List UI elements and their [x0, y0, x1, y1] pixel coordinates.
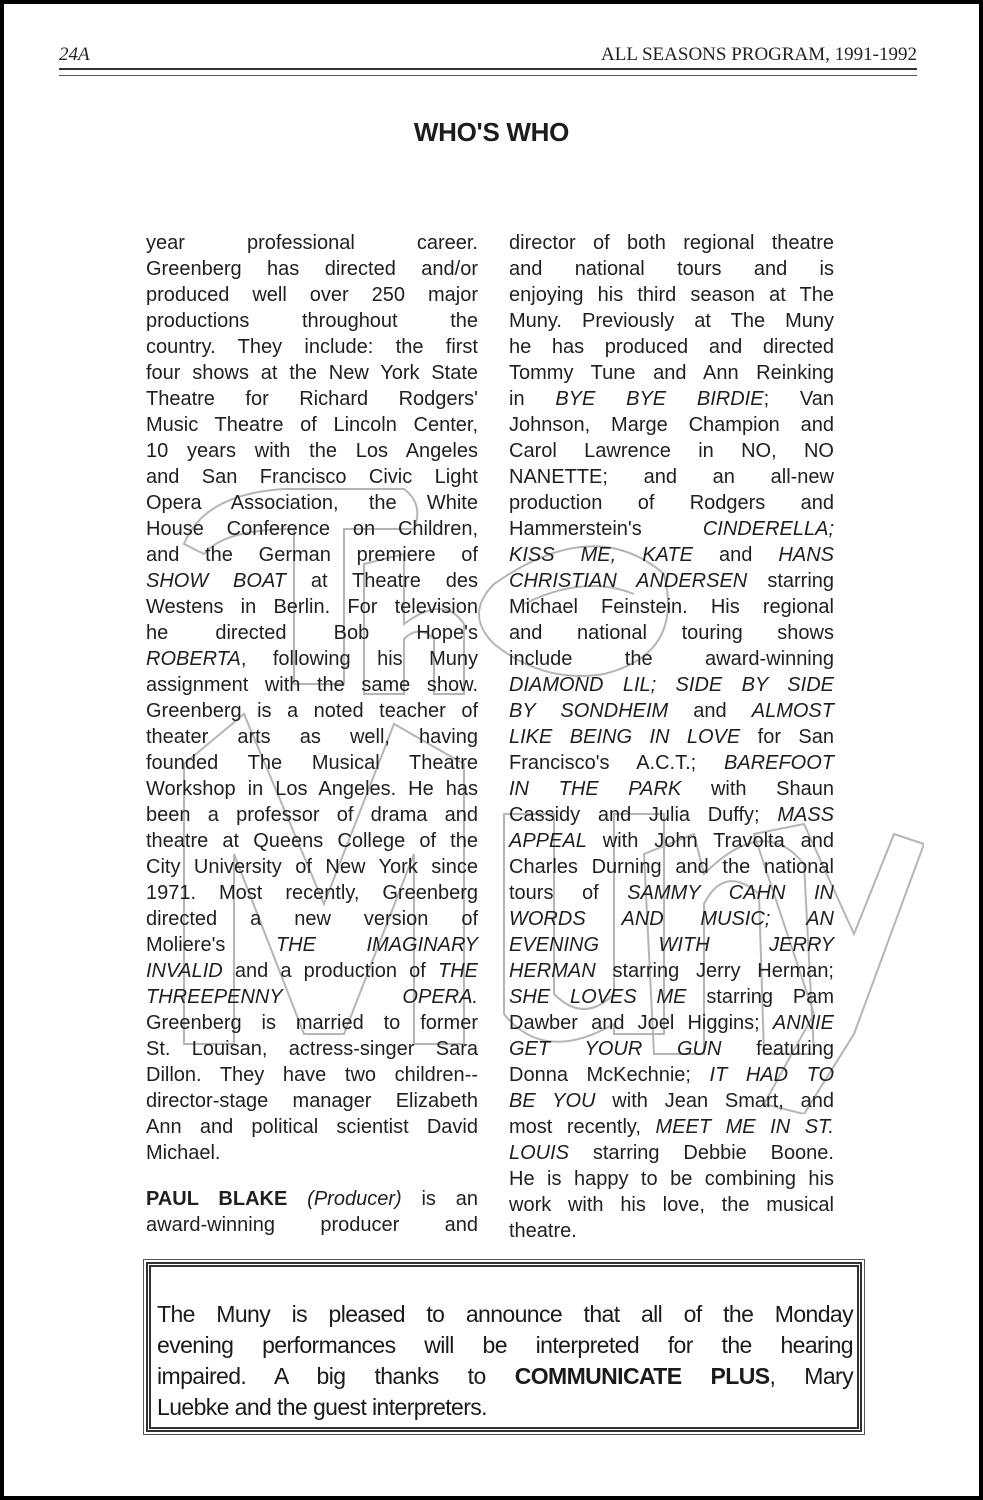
italic-title-text: BY SONDHEIM — [509, 700, 669, 722]
bold-name-text: COMMUNICATE PLUS — [514, 1363, 770, 1389]
body-text: Francisco's A.C.T.; — [509, 752, 724, 774]
body-text: theatre. — [509, 1220, 577, 1242]
body-text: theatre at Queens College of the — [146, 830, 478, 852]
body-text: Cassidy and Julia Duffy; — [509, 804, 778, 826]
text-line — [509, 256, 834, 282]
text-line — [509, 672, 834, 698]
body-text: Moliere's — [146, 934, 276, 956]
body-text: NANETTE; and an all-new — [509, 466, 834, 488]
body-text: Tommy Tune and Ann Reinking — [509, 362, 834, 384]
body-text: Music Theatre of Lincoln Center, — [146, 414, 478, 436]
text-line — [509, 1010, 834, 1036]
body-text: starring Jerry Herman; — [595, 960, 834, 982]
body-text: Greenberg has directed and/or — [146, 258, 478, 280]
italic-title-text: CINDERELLA; — [702, 518, 834, 540]
italic-title-text: THREEPENNY OPERA. — [146, 986, 478, 1008]
header-rule-top — [59, 68, 917, 70]
text-line — [146, 490, 478, 516]
text-line — [146, 542, 478, 568]
text-line — [509, 230, 834, 256]
text-line — [157, 1330, 853, 1361]
body-text: and the German premiere of — [146, 544, 478, 566]
text-line — [146, 932, 478, 958]
text-line — [146, 802, 478, 828]
body-text: most recently, — [509, 1116, 656, 1138]
body-text: produced well over 250 major — [146, 284, 478, 306]
body-text: work with his love, the musical — [509, 1194, 834, 1216]
italic-title-text: INVALID — [146, 960, 223, 982]
text-line — [146, 308, 478, 334]
body-text: director of both regional theatre — [509, 232, 834, 254]
body-text: tours of — [509, 882, 628, 904]
text-line — [509, 828, 834, 854]
text-line — [146, 646, 478, 672]
body-text: been a professor of drama and — [146, 804, 478, 826]
italic-title-text: SHE LOVES ME — [509, 986, 687, 1008]
body-text: Westens in Berlin. For television — [146, 596, 478, 618]
text-line — [509, 1036, 834, 1062]
text-line — [509, 984, 834, 1010]
text-line — [146, 1114, 478, 1140]
body-text: production of Rodgers and — [509, 492, 834, 514]
body-text: Greenberg is a noted teacher of — [146, 700, 478, 722]
italic-title-text: GET YOUR GUN — [509, 1038, 722, 1060]
body-text: House Conference on Children, — [146, 518, 478, 540]
italic-title-text: SHOW BOAT — [146, 570, 287, 592]
text-line — [146, 672, 478, 698]
text-line — [146, 828, 478, 854]
body-text: country. They include: the first — [146, 336, 478, 358]
body-text: with Jean Smart, and — [595, 1090, 834, 1112]
hearing-impaired-notice-box — [146, 1262, 862, 1432]
body-text: Dawber and Joel Higgins; — [509, 1012, 773, 1034]
text-line — [146, 230, 478, 256]
body-text: Donna McKechnie; — [509, 1064, 710, 1086]
text-line — [146, 438, 478, 464]
italic-title-text: APPEAL — [509, 830, 587, 852]
text-line — [146, 516, 478, 542]
italic-title-text: ANNIE — [772, 1012, 834, 1034]
italic-title-text: DIAMOND LIL; SIDE BY SIDE — [509, 674, 834, 696]
text-line — [157, 1392, 853, 1423]
text-line — [509, 1114, 834, 1140]
text-line — [146, 776, 478, 802]
body-text: is an — [401, 1188, 478, 1210]
body-text: and — [692, 544, 779, 566]
running-head — [59, 44, 917, 66]
text-line — [509, 516, 834, 542]
text-line — [509, 568, 834, 594]
body-text: with Shaun — [681, 778, 835, 800]
italic-title-text: (Producer) — [287, 1188, 402, 1210]
body-text: 10 years with the Los Angeles — [146, 440, 478, 462]
text-line — [509, 360, 834, 386]
text-line — [509, 620, 834, 646]
text-line — [146, 256, 478, 282]
italic-title-text: ALMOST — [751, 700, 834, 722]
text-line — [157, 1299, 853, 1330]
text-line — [509, 282, 834, 308]
page-title: WHO'S WHO — [413, 117, 570, 147]
text-line — [509, 308, 834, 334]
italic-title-text: BE YOU — [509, 1090, 596, 1112]
italic-title-text: BYE BYE BIRDIE — [555, 388, 764, 410]
body-text: Dillon. They have two children-- — [146, 1064, 478, 1086]
text-line — [509, 464, 834, 490]
right-column — [509, 230, 834, 1244]
body-text: founded The Musical Theatre — [146, 752, 478, 774]
body-text: theater arts as well, having — [146, 726, 478, 748]
body-text: at Theatre des — [286, 570, 478, 592]
body-text: impaired. A big thanks to — [157, 1363, 515, 1389]
body-text: starring Debbie Boone. — [569, 1142, 834, 1164]
text-line — [509, 698, 834, 724]
text-line — [509, 1218, 834, 1244]
text-line — [509, 334, 834, 360]
body-text: , Mary — [769, 1363, 854, 1389]
body-text: Theatre for Richard Rodgers' — [146, 388, 478, 410]
bold-name-text: PAUL BLAKE — [146, 1188, 288, 1210]
body-text: Opera Association, the White — [146, 492, 478, 514]
body-text: Hammerstein's — [509, 518, 703, 540]
italic-title-text: THE — [438, 960, 478, 982]
italic-title-text: HERMAN — [509, 960, 596, 982]
text-line — [146, 568, 478, 594]
italic-title-text: MASS — [777, 804, 834, 826]
text-line — [509, 958, 834, 984]
text-line — [146, 386, 478, 412]
text-line — [509, 802, 834, 828]
body-text: starring Pam — [686, 986, 834, 1008]
italic-title-text: KISS ME, KATE — [509, 544, 693, 566]
body-text: and national touring shows — [509, 622, 834, 644]
body-text: and San Francisco Civic Light — [146, 466, 478, 488]
italic-title-text: CHRISTIAN ANDERSEN — [509, 570, 748, 592]
text-line — [509, 594, 834, 620]
paragraph-gap — [146, 1166, 478, 1186]
body-text: and a production of — [222, 960, 438, 982]
text-line — [509, 490, 834, 516]
text-line — [146, 724, 478, 750]
body-text: Johnson, Marge Champion and — [509, 414, 834, 436]
body-text: Ann and political scientist David — [146, 1116, 478, 1138]
body-text: Charles Durning and the national — [509, 856, 834, 878]
body-text: City University of New York since — [146, 856, 478, 878]
text-line — [509, 906, 834, 932]
text-line — [509, 1062, 834, 1088]
text-line — [146, 464, 478, 490]
body-text: He is happy to be combining his — [509, 1168, 834, 1190]
text-line — [146, 984, 478, 1010]
body-text: with John Travolta and — [586, 830, 834, 852]
body-text: in — [509, 388, 556, 410]
italic-title-text: BAREFOOT — [723, 752, 834, 774]
text-line — [509, 1140, 834, 1166]
body-text: Workshop in Los Angeles. He has — [146, 778, 478, 800]
body-text: he directed Bob Hope's — [146, 622, 478, 644]
text-line — [146, 1010, 478, 1036]
body-text: Michael. — [146, 1142, 221, 1164]
text-line — [509, 724, 834, 750]
text-line — [146, 1088, 478, 1114]
body-text: ; Van — [763, 388, 834, 410]
body-text: directed a new version of — [146, 908, 478, 930]
italic-title-text: THE IMAGINARY — [275, 934, 478, 956]
text-line — [146, 906, 478, 932]
text-line — [146, 334, 478, 360]
body-text: director-stage manager Elizabeth — [146, 1090, 478, 1112]
page-number: 24A — [59, 44, 90, 65]
text-line — [509, 1088, 834, 1114]
body-text: productions throughout the — [146, 310, 478, 332]
body-text: Luebke and the guest interpreters. — [157, 1394, 487, 1420]
italic-title-text: IT HAD TO — [709, 1064, 835, 1086]
text-line — [146, 1186, 478, 1212]
italic-title-text: SAMMY CAHN IN — [627, 882, 834, 904]
text-line — [509, 412, 834, 438]
italic-title-text: WORDS AND MUSIC; AN — [509, 908, 834, 930]
body-text: and national tours and is — [509, 258, 834, 280]
body-text: The Muny is pleased to announce that all of the Monday — [157, 1301, 853, 1327]
text-line — [146, 880, 478, 906]
body-text: 1971. Most recently, Greenberg — [146, 882, 478, 904]
text-line — [146, 1140, 478, 1166]
text-line — [509, 932, 834, 958]
text-line — [146, 698, 478, 724]
body-text: Carol Lawrence in NO, NO — [509, 440, 834, 462]
text-line — [509, 880, 834, 906]
text-line — [509, 750, 834, 776]
body-text: four shows at the New York State — [146, 362, 478, 384]
text-line — [146, 750, 478, 776]
body-text: Michael Feinstein. His regional — [509, 596, 834, 618]
text-line — [509, 1166, 834, 1192]
body-text: for San — [740, 726, 835, 748]
text-line — [146, 1212, 478, 1238]
body-text: assignment with the same show. — [146, 674, 478, 696]
body-text: featuring — [721, 1038, 834, 1060]
text-line — [146, 1036, 478, 1062]
text-line — [146, 958, 478, 984]
italic-title-text: IN THE PARK — [509, 778, 682, 800]
text-line — [509, 776, 834, 802]
text-line — [509, 646, 834, 672]
text-line — [146, 412, 478, 438]
text-line — [509, 1192, 834, 1218]
text-line — [509, 542, 834, 568]
italic-title-text: ROBERTA — [146, 648, 241, 670]
text-line — [157, 1361, 853, 1392]
body-text: St. Louisan, actress-singer Sara — [146, 1038, 478, 1060]
text-line — [146, 360, 478, 386]
body-text: Greenberg is married to former — [146, 1012, 478, 1034]
text-line — [146, 854, 478, 880]
body-text: , following his Muny — [240, 648, 478, 670]
text-line — [509, 438, 834, 464]
italic-title-text: HANS — [778, 544, 834, 566]
header-rule-bottom — [59, 75, 917, 76]
publication-title: ALL SEASONS PROGRAM, 1991-1992 — [601, 44, 917, 65]
body-text: he has produced and directed — [509, 336, 834, 358]
italic-title-text: MEET ME IN ST. — [655, 1116, 834, 1138]
body-text: enjoying his third season at The — [509, 284, 834, 306]
italic-title-text: LOUIS — [509, 1142, 570, 1164]
body-text: evening performances will be interpreted for the hearing — [157, 1332, 853, 1358]
body-text: include the award-winning — [509, 648, 834, 670]
text-line — [146, 1062, 478, 1088]
text-line — [146, 620, 478, 646]
left-column — [146, 230, 478, 1238]
body-text: Muny. Previously at The Muny — [509, 310, 834, 332]
body-text: starring — [747, 570, 835, 592]
text-line — [146, 282, 478, 308]
italic-title-text: LIKE BEING IN LOVE — [509, 726, 741, 748]
text-line — [146, 594, 478, 620]
body-text: year professional career. — [146, 232, 478, 254]
body-text: and — [668, 700, 752, 722]
text-line — [509, 386, 834, 412]
body-text: award-winning producer and — [146, 1214, 478, 1236]
italic-title-text: EVENING WITH JERRY — [509, 934, 834, 956]
text-line — [509, 854, 834, 880]
